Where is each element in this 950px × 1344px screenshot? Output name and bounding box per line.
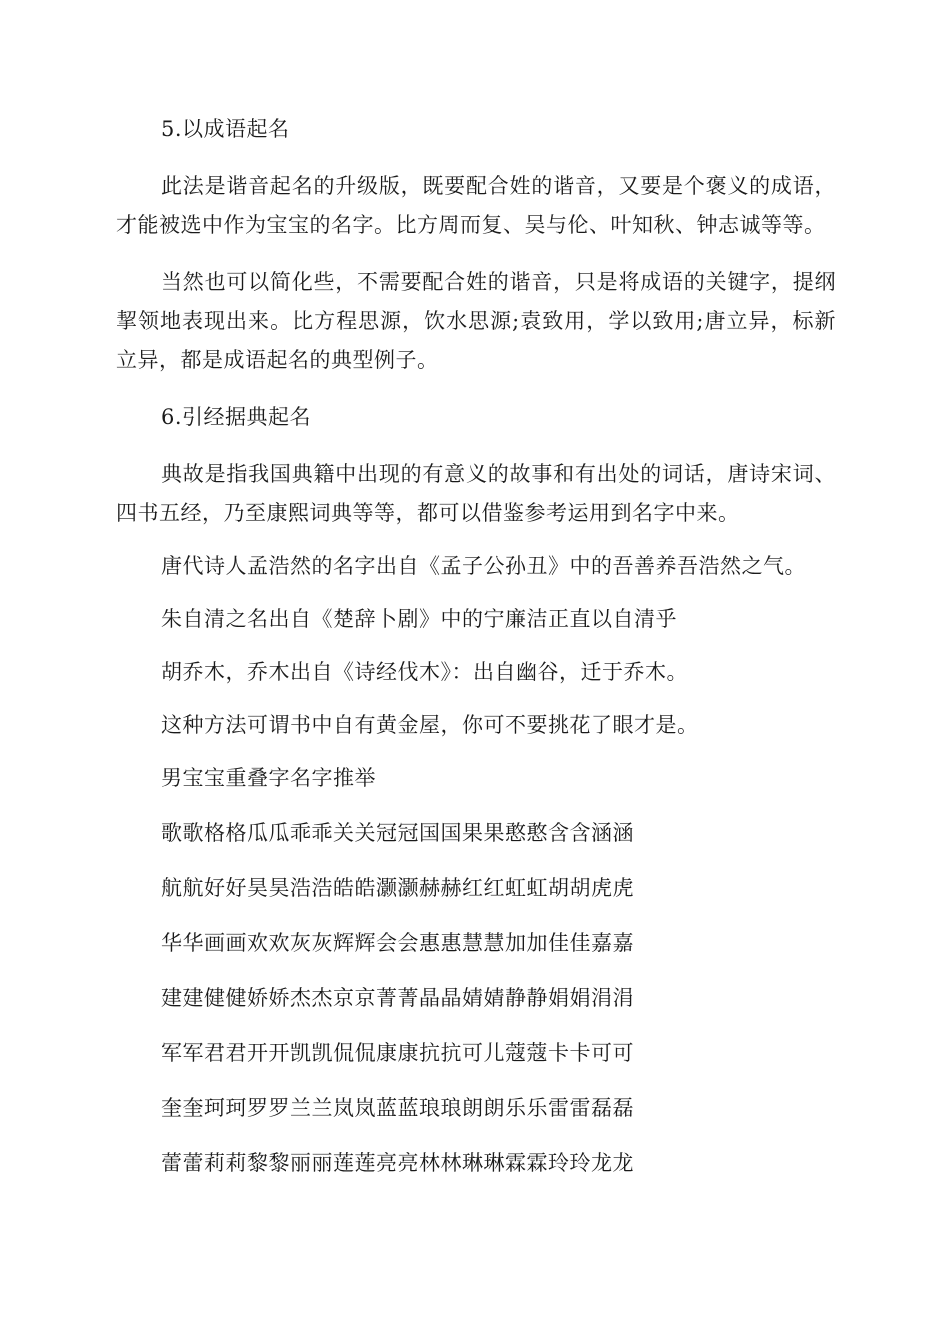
name-list-row: 航航好好昊昊浩浩皓皓灏灏赫赫红红虹虹胡胡虎虎 [161,876,634,900]
paragraph: 此法是谐音起名的升级版，既要配合姓的谐音，又要是个褒义的成语，才能被选中作为宝宝的名字。比方周而复、吴与伦、叶知秋、钟志诚等等。 [116,174,836,237]
paragraph: 这种方法可谓书中自有黄金屋，你可不要挑花了眼才是。 [161,713,699,737]
paragraph: 当然也可以简化些，不需要配合姓的谐音，只是将成语的关键字，提纲挈领地表现出来。比方程思源，饮水思源;袁致用，学以致用;唐立异，标新立异，都是成语起名的典型例子。 [116,270,836,372]
document-body [116,110,836,1183]
paragraph: 胡乔木，乔木出自《诗经伐木》：出自幽谷，迁于乔木。 [161,660,688,684]
name-list-row: 奎奎珂珂罗罗兰兰岚岚蓝蓝琅琅朗朗乐乐雷雷磊磊 [161,1096,634,1120]
name-list-row: 建建健健娇娇杰杰京京菁菁晶晶婧婧静静娟娟涓涓 [161,986,634,1010]
paragraph: 唐代诗人孟浩然的名字出自《孟子公孙丑》中的吾善养吾浩然之气。 [161,554,806,578]
paragraph: 典故是指我国典籍中出现的有意义的故事和有出处的词话，唐诗宋词、四书五经，乃至康熙词典等等，都可以借鉴参考运用到名字中来。 [116,462,836,525]
name-list-row: 军军君君开开凯凯侃侃康康抗抗可儿蔻蔻卡卡可可 [161,1041,634,1065]
paragraph: 朱自清之名出自《楚辞卜剧》中的宁廉洁正直以自清乎 [161,607,677,631]
name-list-row: 歌歌格格瓜瓜乖乖关关冠冠国国果果憨憨含含涵涵 [161,821,634,845]
section-heading-5: 5.以成语起名 [161,117,290,141]
section-heading-6: 6.引经据典起名 [161,405,312,429]
list-heading: 男宝宝重叠字名字推举 [161,766,376,790]
name-list-row: 华华画画欢欢灰灰辉辉会会惠惠慧慧加加佳佳嘉嘉 [161,931,634,955]
name-list-row: 蕾蕾莉莉黎黎丽丽莲莲亮亮林林琳琳霖霖玲玲龙龙 [161,1151,634,1175]
